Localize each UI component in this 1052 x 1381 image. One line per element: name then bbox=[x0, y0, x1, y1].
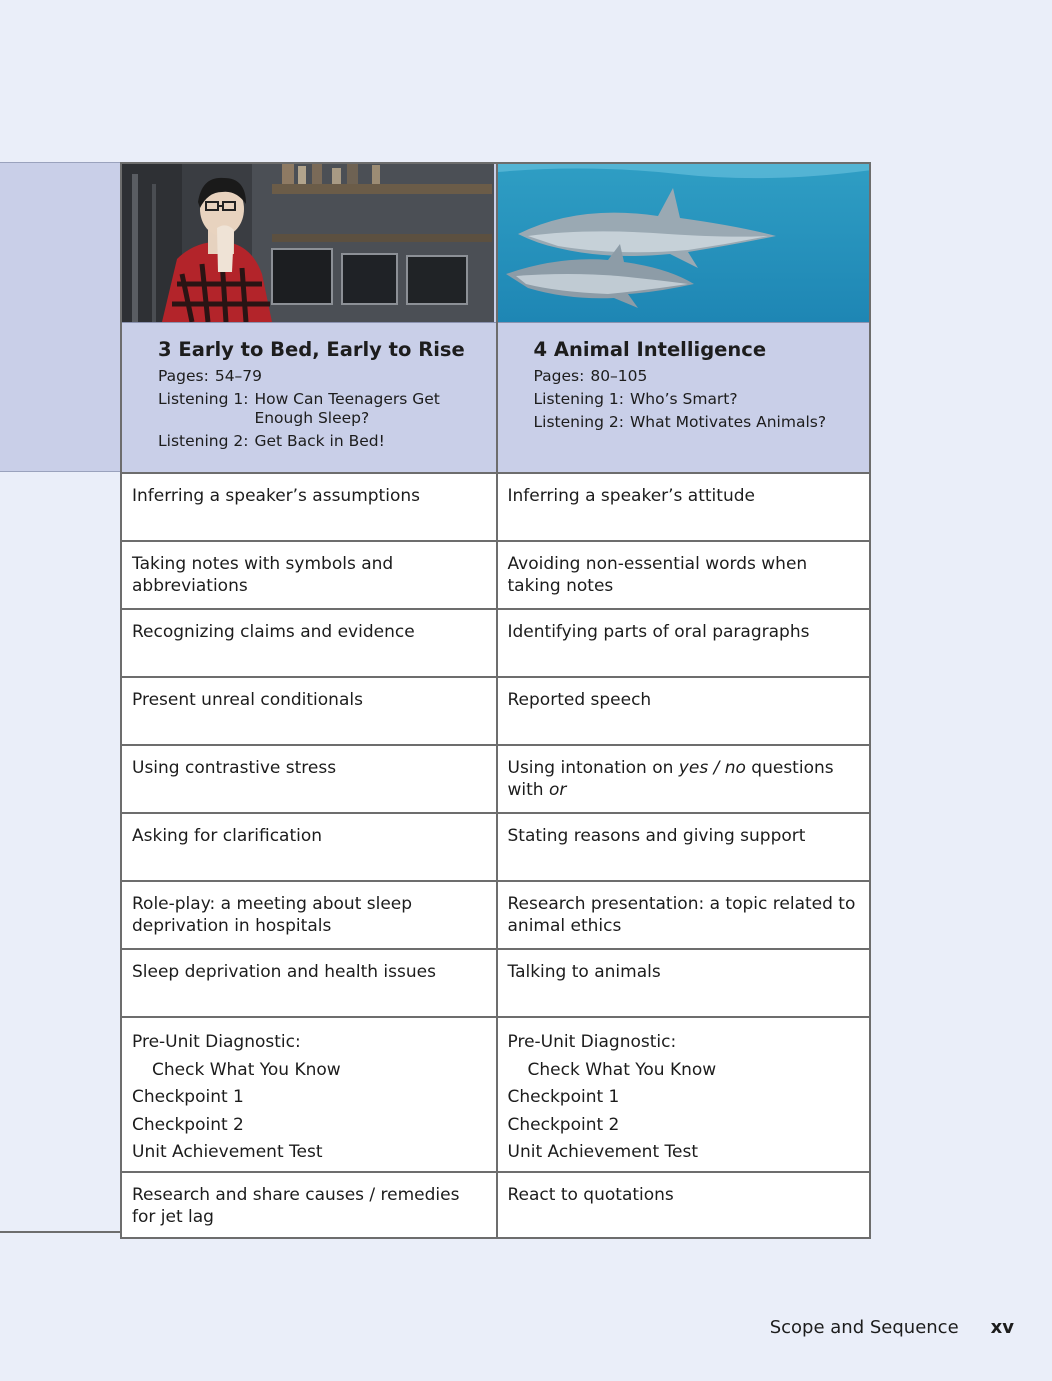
assessment-item: Checkpoint 2 bbox=[507, 1114, 620, 1135]
intonation-text: Using intonation on bbox=[507, 758, 679, 778]
listening-label: Listening 2: bbox=[533, 413, 624, 431]
unit-3-cell: Sleep deprivation and health issues bbox=[122, 950, 496, 1016]
unit-4-cell: Identifying parts of oral paragraphs bbox=[496, 610, 870, 676]
unit-4-cell: Reported speech bbox=[496, 678, 870, 744]
unit-4-title-text: Animal Intelligence bbox=[553, 338, 767, 361]
unit-4-pages bbox=[534, 367, 860, 386]
unit-4-cell: Inferring a speaker’s attitude bbox=[496, 474, 870, 540]
assessment-item: Check What You Know bbox=[152, 1059, 341, 1080]
left-bottom-rule bbox=[0, 1231, 120, 1233]
listening-title: Get Back in Bed! bbox=[254, 432, 385, 450]
pages-range: 54–79 bbox=[214, 367, 263, 385]
or-term: or bbox=[548, 780, 567, 800]
table-row bbox=[122, 814, 869, 882]
table-row bbox=[122, 542, 869, 610]
unit-3-cell: Taking notes with symbols and abbreviations bbox=[122, 542, 496, 608]
unit-3-cell: Recognizing claims and evidence bbox=[122, 610, 496, 676]
unit-3-meta bbox=[158, 367, 486, 451]
pages-label: Pages: bbox=[158, 367, 209, 385]
intonation-text-cont: questions with bbox=[507, 758, 834, 800]
unit-3-header bbox=[122, 164, 496, 472]
unit-4-details bbox=[498, 323, 870, 432]
scope-sequence-table bbox=[120, 162, 871, 1239]
unit-4-assessments bbox=[496, 1018, 870, 1171]
table-row bbox=[122, 610, 869, 678]
unit-4-number: 4 bbox=[533, 338, 548, 361]
unit-3-cell: Research and share causes / remedies for jet lag bbox=[122, 1173, 496, 1237]
unit-4-cell: Avoiding non-essential words when taking notes bbox=[496, 542, 870, 608]
unit-3-cell: Inferring a speaker’s assumptions bbox=[122, 474, 496, 540]
unit-3-cell: Role-play: a meeting about sleep deprivation in hospitals bbox=[122, 882, 496, 948]
assessment-item: Check What You Know bbox=[527, 1059, 717, 1080]
unit-4-cell bbox=[496, 746, 870, 812]
unit-3-listening-2 bbox=[158, 432, 486, 451]
table-row bbox=[122, 746, 869, 814]
pages-range: 80–105 bbox=[590, 367, 648, 385]
unit-3-number: 3 bbox=[158, 338, 172, 361]
assessment-item: Checkpoint 2 bbox=[132, 1114, 244, 1135]
unit-3-title-text: Early to Bed, Early to Rise bbox=[178, 338, 465, 361]
listening-title: What Motivates Animals? bbox=[629, 413, 827, 431]
table-row bbox=[122, 950, 869, 1018]
table-row bbox=[122, 678, 869, 746]
unit-4-meta bbox=[534, 367, 860, 432]
listening-title: How Can Teenagers Get Enough Sleep? bbox=[254, 390, 440, 427]
unit-4-listening-1 bbox=[534, 390, 860, 409]
page-footer bbox=[770, 1317, 1014, 1338]
assessment-row bbox=[122, 1018, 869, 1173]
pages-label: Pages: bbox=[533, 367, 585, 385]
unit-4-cell: Talking to animals bbox=[496, 950, 870, 1016]
unit-3-cell: Asking for clarification bbox=[122, 814, 496, 880]
unit-3-cell: Using contrastive stress bbox=[122, 746, 496, 812]
listening-label: Listening 1: bbox=[533, 390, 624, 408]
listening-title: Who’s Smart? bbox=[629, 390, 738, 408]
unit-4-cell: Stating reasons and giving support bbox=[496, 814, 870, 880]
unit-4-cell: React to quotations bbox=[496, 1173, 870, 1237]
assessment-item: Unit Achievement Test bbox=[507, 1142, 699, 1162]
section-title: Scope and Sequence bbox=[769, 1317, 959, 1338]
unit-3-cell: Present unreal conditionals bbox=[122, 678, 496, 744]
unit-4-title bbox=[534, 337, 860, 363]
unit-4-listening-2 bbox=[534, 413, 860, 432]
unit-header-row bbox=[122, 164, 869, 474]
assessment-item: Pre-Unit Diagnostic: bbox=[507, 1032, 677, 1052]
table-row bbox=[122, 1173, 869, 1239]
assessment-item: Unit Achievement Test bbox=[132, 1142, 323, 1162]
unit-3-details bbox=[122, 323, 496, 451]
unit-3-title bbox=[158, 337, 486, 363]
assessment-item: Checkpoint 1 bbox=[132, 1087, 244, 1107]
left-header-band bbox=[0, 162, 120, 472]
listening-label: Listening 2: bbox=[158, 432, 249, 450]
student-at-computer-photo bbox=[122, 164, 496, 323]
assessment-item: Pre-Unit Diagnostic: bbox=[132, 1032, 301, 1052]
table-row bbox=[122, 474, 869, 542]
unit-3-pages bbox=[158, 367, 486, 386]
assessment-item: Checkpoint 1 bbox=[507, 1087, 620, 1107]
unit-4-cell: Research presentation: a topic related to animal ethics bbox=[496, 882, 870, 948]
listening-label: Listening 1: bbox=[158, 390, 249, 408]
unit-4-header bbox=[496, 164, 870, 472]
unit-3-assessments bbox=[122, 1018, 496, 1171]
table-row bbox=[122, 882, 869, 950]
dolphins-photo bbox=[498, 164, 870, 323]
yes-no-term: yes / no bbox=[678, 758, 746, 778]
page-number: xv bbox=[990, 1317, 1014, 1338]
unit-3-listening-1 bbox=[158, 390, 486, 428]
